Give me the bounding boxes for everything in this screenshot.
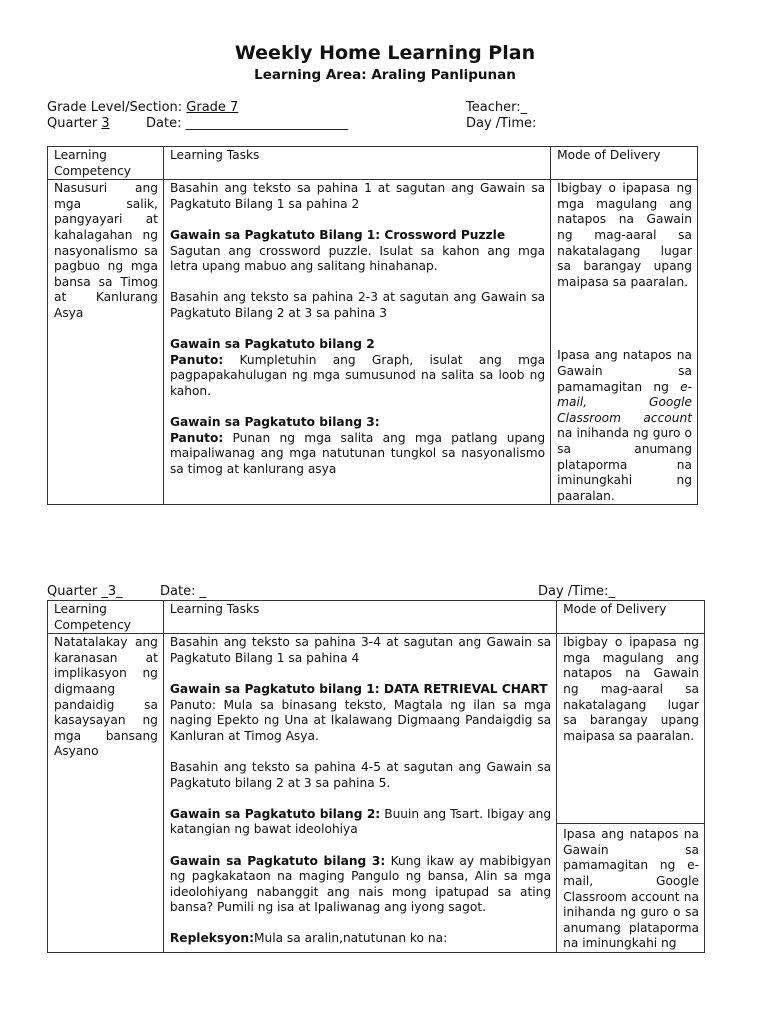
table-header-row <box>48 601 705 634</box>
task-activity-2-text: Buuin ang Tsart. Ibigay ang katangian ng bawat ideolohiya <box>169 806 552 837</box>
task-read-1: Basahin ang teksto sa pahina 1 at sagutan ang Gawain sa Pagkatuto Bilang 1 sa pahina 2 <box>169 181 546 211</box>
delivery-mode-1: Ibigbay o ipapasa ng mga magulang ang natapos na Gawain ng mag-aaral sa nakatalagang lugar sa barangay upang maipasa sa paaralan. <box>563 635 699 743</box>
header-tasks: Learning Tasks <box>163 601 556 634</box>
task-activity-2-title-text: Gawain sa Pagkatuto bilang 2 <box>169 337 375 352</box>
quarter-label-2: Quarter _3_ <box>47 584 123 599</box>
competency-cell: Nasusuri ang mga salik, pangyayari at kahalagahan ng nasyonalismo sa pagbuo ng mga bansa sa Timog at Kanlurang Asya <box>48 180 164 505</box>
task-activity-3-text <box>170 431 545 478</box>
task-activity-2-body: Kumpletuhin ang Graph, isulat ang mga pagpapakahulugan ng mga sumusunod na salita sa loob ng kahon. <box>169 352 546 398</box>
task-activity-1-title <box>170 682 551 698</box>
task-activity-1-text: Sagutan ang crossword puzzle. Isulat sa kahon ang mga letra upang mabuo ang salitang hinahanap. <box>169 243 546 274</box>
task-activity-1-text: Panuto: Mula sa binasang teksto, Magtala ng ilan sa mga naging Epekto ng Una at Ikalawang Digmaang Pandaigdig sa Kanluran at Timog Asya. <box>169 697 552 743</box>
task-activity-1-title-text: Gawain sa Pagkatuto bilang 1: DATA RETRIEVAL CHART <box>169 681 548 696</box>
delivery-spacer <box>557 290 692 348</box>
task-activity-2-title: Gawain sa Pagkatuto bilang 2: <box>169 806 381 821</box>
table-row <box>48 634 705 953</box>
page-title: Weekly Home Learning Plan <box>234 42 536 64</box>
learning-plan-table-1 <box>47 146 698 505</box>
header-competency: Learning Competency <box>48 147 164 180</box>
date-label-2: Date: _ <box>160 584 207 599</box>
delivery-mode-2-b: na inihanda ng guro o sa anumang plataporma na iminungkahi ng paaralan. <box>557 426 692 503</box>
task-activity-2-title <box>170 337 545 353</box>
task-activity-2 <box>170 807 551 838</box>
quarter-label: Quarter <box>47 116 102 131</box>
grade-label: Grade Level/Section: <box>47 100 187 115</box>
task-activity-3-title-text: Gawain sa Pagkatuto bilang 3: <box>169 415 380 430</box>
delivery-mode-1: Ibigbay o ipapasa ng mga magulang ang natapos na Gawain ng mag-aaral sa nakatalagang lugar sa barangay upang maipasa sa paaralan. <box>557 181 692 289</box>
daytime-label: Day /Time: <box>466 116 537 131</box>
tasks-cell <box>163 634 556 953</box>
task-activity-3 <box>170 854 551 916</box>
table-row <box>48 180 698 505</box>
header-competency: Learning Competency <box>48 601 164 634</box>
task-reflection <box>170 931 551 947</box>
task-reflection-title: Repleksyon: <box>169 931 254 946</box>
teacher-label: Teacher:_ <box>466 100 528 115</box>
tasks-cell <box>163 180 550 505</box>
header-delivery: Mode of Delivery <box>551 147 698 180</box>
quarter-line <box>47 116 110 131</box>
task-activity-1-title-text: Gawain sa Pagkatuto Bilang 1: Crossword Puzzle <box>169 227 506 242</box>
delivery-mode-2 <box>557 348 692 504</box>
grade-level-line <box>47 100 238 115</box>
delivery-mode-2-a: Ipasa ang natapos na Gawain sa pamamagitan ng <box>557 348 692 394</box>
grade-value: Grade 7 <box>186 100 239 115</box>
delivery-cell <box>551 180 698 505</box>
delivery-mode-2-box <box>557 824 704 952</box>
task-activity-2-text <box>170 353 545 400</box>
delivery-cell <box>557 634 705 953</box>
task-activity-3-body: Punan ng mga salita ang mga patlang upang maipaliwanag ang mga natutunan tungkol sa nasyonalismo sa timog at kanlurang asya <box>169 430 546 476</box>
delivery-mode-2-italic: e-mail, Google Classroom account <box>557 379 692 425</box>
task-activity-3-label: Panuto: <box>169 430 224 445</box>
task-read-2: Basahin ang teksto sa pahina 4-5 at sagutan ang Gawain sa Pagkatuto bilang 2 at 3 sa pahina 5. <box>169 759 552 790</box>
competency-cell: Natatalakay ang karanasan at implikasyon ng digmaang pandaidig sa kasaysayan ng mga bansang Asyano <box>48 634 164 953</box>
task-reflection-text: Mula sa aralin,natutunan ko na: <box>253 931 448 946</box>
page-subtitle: Learning Area: Araling Panlipunan <box>254 67 516 83</box>
table-header-row <box>48 147 698 180</box>
task-read-2: Basahin ang teksto sa pahina 2-3 at sagutan ang Gawain sa Pagkatuto Bilang 2 at 3 sa pahina 3 <box>169 290 546 320</box>
task-activity-3-text: Kung ikaw ay mabibigyan ng pagkakataon na maging Pangulo ng bansa, Alin sa mga ideolohiyang nabanggit ang nais mong ipatupad sa ating bansa? Pumili ng isa at Ipaliwanag ang iyong sagot. <box>169 853 552 915</box>
task-activity-3-title <box>170 415 545 431</box>
date-label: Date: _________________________ <box>146 116 349 131</box>
task-activity-3-title: Gawain sa Pagkatuto bilang 3: <box>169 853 386 868</box>
header-delivery: Mode of Delivery <box>557 601 705 634</box>
daytime-label-2: Day /Time:_ <box>538 584 615 599</box>
delivery-mode-2: Ipasa ang natapos na Gawain sa pamamagitan ng e-mail, Google Classroom account na inihanda ng guro o sa anumang plataporma na iminungkahi ng <box>563 827 699 951</box>
delivery-mode-1-box <box>557 634 704 824</box>
task-read-1: Basahin ang teksto sa pahina 3-4 at sagutan ang Gawain sa Pagkatuto Bilang 1 sa pahina 4 <box>169 635 552 665</box>
task-activity-2-label: Panuto: <box>169 352 224 367</box>
learning-plan-table-2 <box>47 600 705 953</box>
quarter-value: 3 <box>101 116 110 131</box>
task-activity-1-title <box>170 228 545 244</box>
header-tasks: Learning Tasks <box>163 147 550 180</box>
